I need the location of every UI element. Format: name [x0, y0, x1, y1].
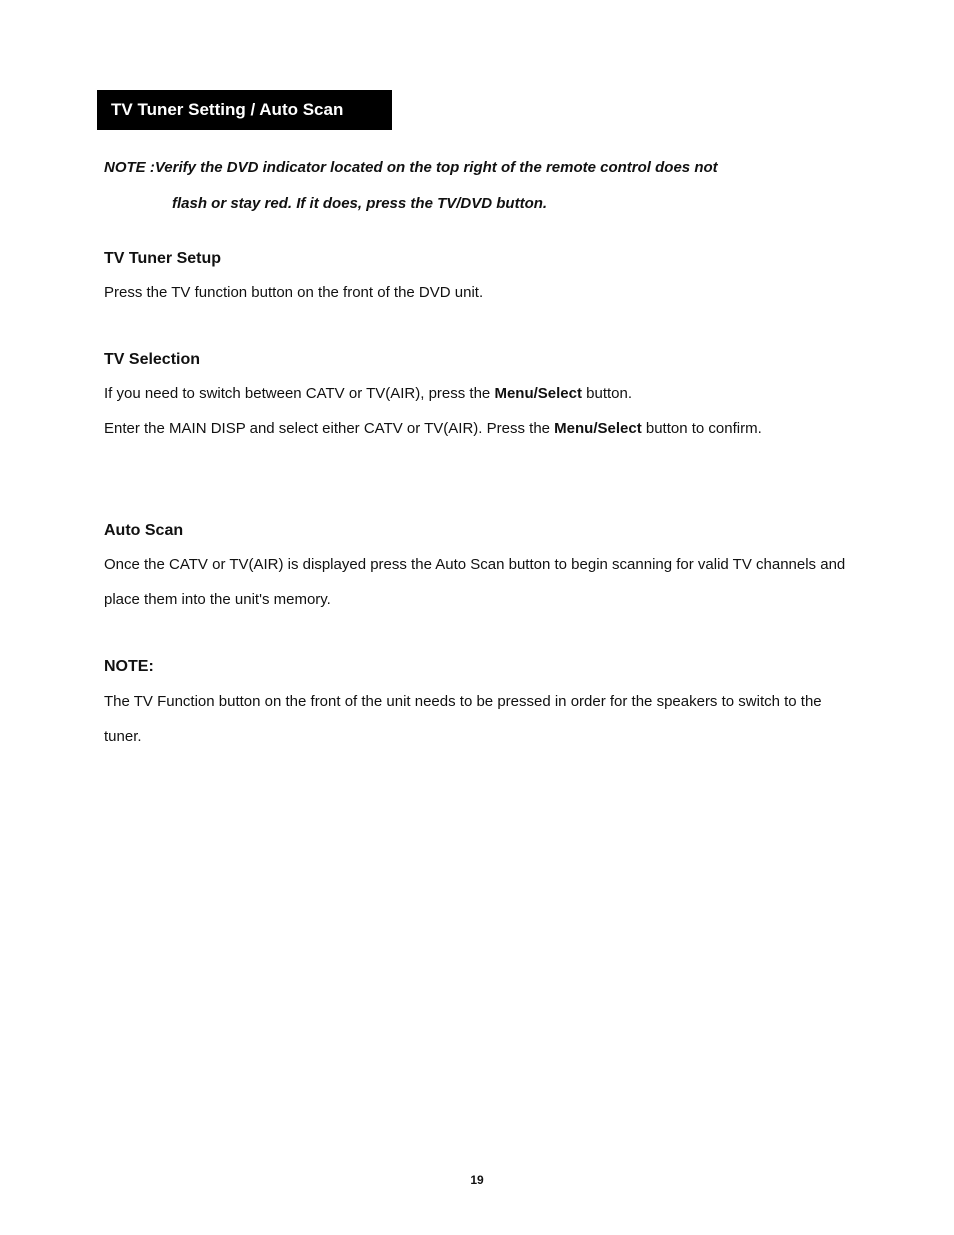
section-title: TV Tuner Setting / Auto Scan [97, 90, 392, 130]
top-note-line2: flash or stay red. If it does, press the TV/DVD button. [172, 195, 548, 212]
top-note-line1: NOTE :Verify the DVD indicator located on the top right of the remote control does not [104, 159, 718, 176]
auto-scan-text: Once the CATV or TV(AIR) is displayed press the Auto Scan button to begin scanning for valid TV channels and place them into the unit's memory. [104, 556, 846, 608]
page-number: 19 [470, 1173, 484, 1187]
top-note [104, 157, 844, 215]
note-text: The TV Function button on the front of the unit needs to be pressed in order for the speakers to switch to the tuner. [104, 693, 822, 745]
tv-selection-p2-text-b: button to confirm. [641, 420, 762, 437]
menu-select-label-2: Menu/Select [554, 420, 642, 437]
menu-select-label-1: Menu/Select [494, 385, 582, 402]
tuner-setup-text: Press the TV function button on the front of the DVD unit. [104, 284, 484, 301]
tuner-setup-heading: TV Tuner Setup [104, 250, 222, 267]
tv-selection-p2-text-a: Enter the MAIN DISP and select either CATV or TV(AIR). Press the [104, 420, 555, 437]
tv-selection-heading: TV Selection [104, 351, 201, 368]
tv-selection-paragraph-2 [104, 411, 804, 446]
tv-selection-p1-text-a: If you need to switch between CATV or TV(AIR), press the [104, 385, 495, 402]
note-heading: NOTE: [104, 658, 154, 675]
auto-scan-heading: Auto Scan [104, 522, 184, 539]
tv-selection-p1-text-b: button. [581, 385, 633, 402]
tv-selection-paragraph-1 [104, 376, 854, 411]
